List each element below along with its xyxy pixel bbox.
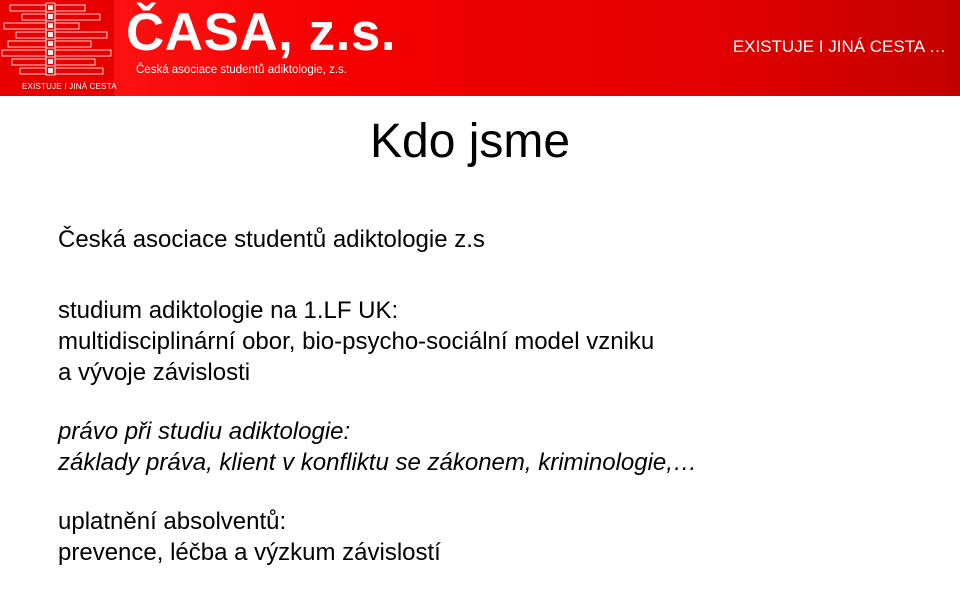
header-motto: EXISTUJE I JINÁ CESTA … bbox=[732, 37, 946, 56]
page-title: Kdo jsme bbox=[370, 115, 571, 168]
header-banner bbox=[0, 0, 960, 96]
crossword-logo bbox=[0, 0, 117, 96]
law-heading: právo při studiu adiktologie: bbox=[58, 418, 351, 445]
graduates-heading: uplatnění absolventů: bbox=[58, 508, 287, 535]
brand-subtitle: Česká asociace studentů adiktologie, z.s. bbox=[136, 64, 347, 76]
organization-line: Česká asociace studentů adiktologie z.s bbox=[58, 226, 485, 253]
study-heading: studium adiktologie na 1.LF UK: bbox=[58, 297, 399, 324]
graduates-detail: prevence, léčba a výzkum závislostí bbox=[58, 539, 441, 566]
brand-name: ČASA, z.s. bbox=[126, 3, 397, 62]
logo-tagline: EXISTUJE I JINÁ CESTA bbox=[22, 82, 117, 91]
study-description-line: a vývoje závislosti bbox=[58, 359, 251, 386]
crossword-logo-icon bbox=[0, 0, 114, 82]
study-description-line: multidisciplinární obor, bio-psycho-sociální model vzniku bbox=[58, 328, 655, 355]
slide-body bbox=[58, 224, 938, 568]
law-detail: základy práva, klient v konfliktu se zákonem, kriminologie,… bbox=[58, 449, 697, 476]
